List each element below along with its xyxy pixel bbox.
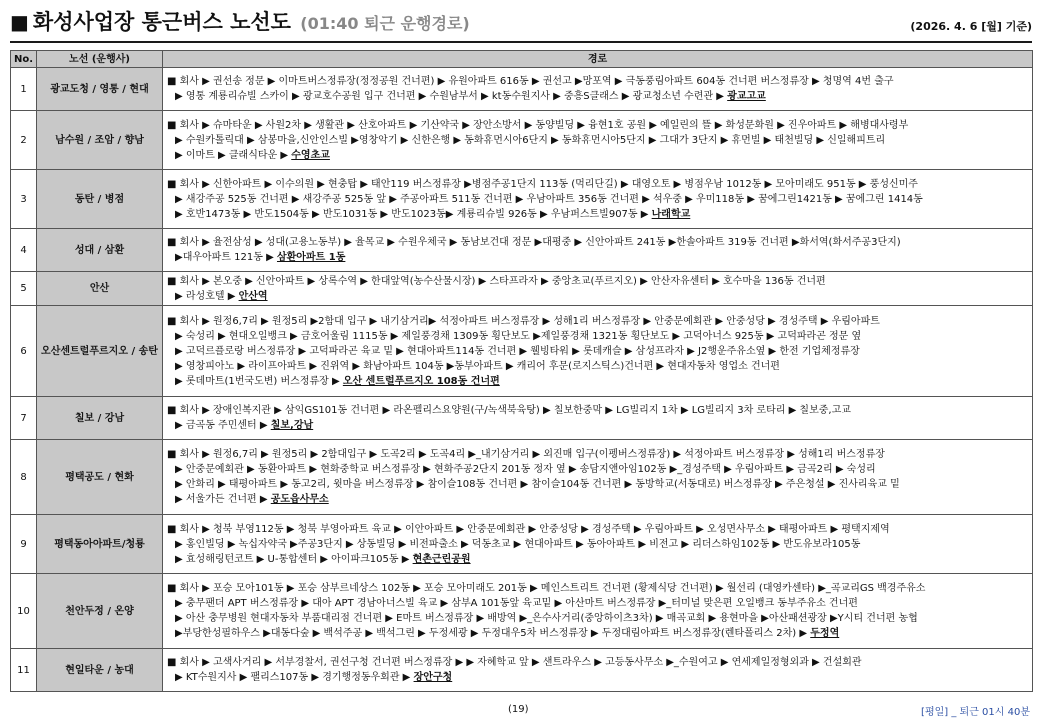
route-text: ■ 회사 ▶ 권선송 정문 ▶ 이마트버스정류장(정정공원 건너편) ▶ 유원아파트 616동 ▶ 권선고 ▶망포역 ▶ 극동풍림아파트 604동 건너편 버스정류장 ▶ 청명역 4번 출구 — [167, 76, 894, 87]
row-line-name: 평택동아아파트/청룡 — [37, 515, 163, 574]
route-line — [167, 329, 1028, 344]
title-subtitle: (01:40 퇴근 운행경로) — [300, 14, 470, 33]
route-text: ■ 회사 ▶ 장애인복지관 ▶ 삼익GS101동 건너편 ▶ 라온펠리스요양원(구/녹색북육탕) ▶ 칠보한중막 ▶ LG빌리지 1차 ▶ LG빌리지 3차 로타리 ▶ 칠보중,고교 — [167, 405, 851, 416]
route-line — [167, 670, 1028, 685]
route-text: ■ 회사 ▶ 원정6,7리 ▶ 원정5리 ▶ 2함대입구 ▶ 도곡2리 ▶ 도곡4리 ▶_내기삼거리 ▶ 외진매 입구(이펭버스정류장) ▶ 석정아파트 버스정류장 ▶ 성해1리 버스정류장 — [167, 449, 885, 460]
row-route — [163, 649, 1033, 692]
route-line — [167, 207, 1028, 222]
table-row — [11, 272, 1033, 306]
route-text: ▶ 영창피아노 ▶ 라이프아파트 ▶ 진위역 ▶ 화남아파트 104동 ▶동부아파트 ▶ 캐리어 후문(로지스틱스)건너편 ▶ 현대자동차 영업소 건너편 — [175, 360, 780, 372]
route-line — [167, 492, 1028, 507]
route-line — [167, 314, 1028, 329]
route-text: ▶대우아파트 121동 ▶ — [175, 252, 274, 263]
route-text: ■ 회사 ▶ 청북 부영112동 ▶ 청북 부영아파트 육교 ▶ 이안아파트 ▶ 안중문예회관 ▶ 안중성당 ▶ 경성주택 ▶ 우림아파트 ▶ 오성면사무소 ▶ 태평아파트 ▶ 평택지제역 — [167, 523, 890, 535]
page-number: (19) — [508, 704, 529, 715]
route-text: ■ 회사 ▶ 신한아파트 ▶ 이수의원 ▶ 현충탑 ▶ 태안119 버스정류장 ▶병점주공1단지 113동 (먹리단길) ▶ 대영오토 ▶ 병점우남 1012동 ▶ 모아미래도 951동 ▶ 풍성신미주 — [167, 178, 918, 190]
footer-label: [평일] — [921, 707, 949, 718]
route-line — [167, 418, 1028, 433]
row-number: 9 — [11, 515, 37, 574]
route-text: ▶ 수원카톨릭대 ▶ 삼봉마을,신안인스빌 ▶영창악기 ▶ 신한은행 ▶ 동화휴먼시아6단지 ▶ 동화휴먼시아5단지 ▶ 그대가 3단지 ▶ 휴먼빌 ▶ 태천빌딩 ▶ 신일해피트리 — [175, 134, 886, 146]
header-line: 노선 (운행사) — [37, 51, 163, 68]
row-number: 11 — [11, 649, 37, 692]
route-line — [167, 235, 1028, 250]
route-line — [167, 581, 1028, 596]
title-text: 화성사업장 통근버스 노선도 — [32, 10, 291, 34]
row-route — [163, 574, 1033, 649]
row-route — [163, 170, 1033, 229]
route-text: ▶ 숙성리 ▶ 현대오일뱅크 ▶ 금호어울림 1115동 ▶ 제일풍경채 1309동 횡단보도 ▶제일풍경채 1321동 횡단보도 ▶ 고덕아너스 925동 ▶ 고덕파라곤 정문 옆 — [175, 330, 862, 342]
row-number: 3 — [11, 170, 37, 229]
table-row — [11, 229, 1033, 272]
row-route — [163, 68, 1033, 111]
row-number: 4 — [11, 229, 37, 272]
route-text: ■ 회사 ▶ 포승 모아101동 ▶ 포승 삼부르네상스 102동 ▶ 포승 모아미래도 201동 ▶ 메인스트리트 건너편 (황제식당 건너편) ▶ 월선리 (대영카센타) ▶_곡교리GS 백경주유소 — [167, 583, 926, 594]
row-line-name: 오산센트럴푸르지오 / 송탄 — [37, 306, 163, 397]
table-row — [11, 397, 1033, 440]
route-text: ■ 회사 ▶ 본오중 ▶ 신안아파트 ▶ 상록수역 ▶ 한대앞역(농수산물시장) ▶ 스타프라자 ▶ 중앙초교(푸르지오) ▶ 안산자유센터 ▶ 호수마을 136동 건너편 — [167, 275, 826, 287]
row-route — [163, 229, 1033, 272]
route-line — [167, 89, 1028, 104]
row-line-name: 칠보 / 강남 — [37, 397, 163, 440]
route-text: ▶ 새강주공 525동 건너편 ▶ 새강주공 525동 앞 ▶ 주공아파트 511동 건너편 ▶ 우남아파트 356동 건너편 ▶ 석우중 ▶ 우미118동 ▶ 꿈에그린1421동 ▶ 꿈에그린 1414동 — [175, 193, 923, 205]
header-divider — [10, 41, 1032, 43]
route-text: ▶ 홍인빌딩 ▶ 녹십자약국 ▶주공3단지 ▶ 상동빌딩 ▶ 비전파출소 ▶ 덕동초교 ▶ 현대아파트 ▶ 동아아파트 ▶ 비전고 ▶ 리더스하임102동 ▶ 반도유보라105동 — [175, 538, 861, 550]
row-route — [163, 515, 1033, 574]
route-text: ▶ 안화리 ▶ 태평아파트 ▶ 동고2리, 윗마을 버스정류장 ▶ 참이슬108동 건너편 ▶ 참이슬104동 건너편 ▶ 동방학교(서동대로) 버스정류장 ▶ 주은청설 ▶ 진사리육교 밑 — [175, 479, 900, 490]
table-row — [11, 170, 1033, 229]
header-no: No. — [11, 51, 37, 68]
route-text: ▶ 영통 계룡리슈빌 스카이 ▶ 광교호수공원 입구 건너편 ▶ 수원남부서 ▶ kt동수원지사 ▶ 중흥S클래스 ▶ 광교청소년 수련관 ▶ — [175, 91, 724, 102]
row-line-name: 안산 — [37, 272, 163, 306]
route-line — [167, 74, 1028, 89]
route-line — [167, 447, 1028, 462]
footer-schedule — [921, 703, 1030, 718]
route-text: ▶ 이마트 ▶ 클래식타운 ▶ — [175, 149, 289, 161]
route-text: ▶ 충무팬더 APT 버스정류장 ▶ 대아 APT 경남아너스빌 육교 ▶ 삼부A 101동앞 육교밑 ▶ 아산마트 버스정류장 ▶_터미널 맞은편 오일뱅크 동부주유소 건너편 — [175, 598, 858, 609]
title-square-icon: ■ — [10, 10, 29, 34]
route-destination: 장안구청 — [413, 672, 453, 683]
route-text: ▶ 안중문예회관 ▶ 동환아파트 ▶ 현화중학교 버스정류장 ▶ 현화주공2단지 201동 정자 옆 ▶ 송담지앤아임102동 ▶_경성주택 ▶ 우림아파트 ▶ 금곡2리 ▶ 숙성리 — [175, 464, 876, 475]
route-table — [10, 50, 1033, 692]
row-number: 10 — [11, 574, 37, 649]
route-line — [167, 148, 1028, 163]
route-text: ■ 회사 ▶ 율전삼성 ▶ 성대(고용노동부) ▶ 율목교 ▶ 수원우체국 ▶ 동남보건대 정문 ▶대평중 ▶ 신안아파트 241동 ▶한솔아파트 319동 건너편 ▶화서역(화서주공3단지) — [167, 237, 901, 248]
table-header-row — [11, 51, 1033, 68]
route-destination: 삼환아파트 1동 — [276, 252, 346, 263]
table-row — [11, 515, 1033, 574]
row-number: 2 — [11, 111, 37, 170]
row-line-name: 남수원 / 조암 / 향남 — [37, 111, 163, 170]
table-row — [11, 574, 1033, 649]
table-row — [11, 649, 1033, 692]
table-row — [11, 440, 1033, 515]
row-line-name: 천안두정 / 온양 — [37, 574, 163, 649]
table-row — [11, 68, 1033, 111]
route-line — [167, 177, 1028, 192]
header-route: 경로 — [163, 51, 1033, 68]
route-text: ▶ 롯데마트(1번국도변) 버스정류장 ▶ — [175, 375, 340, 387]
page-title — [10, 6, 470, 36]
route-destination: 나래학교 — [651, 208, 691, 220]
route-text: ■ 회사 ▶ 원정6,7리 ▶ 원정5리 ▶2함대 입구 ▶ 내기삼거리▶ 석정아파트 버스정류장 ▶ 성해1리 버스정류장 ▶ 안중문예회관 ▶ 안중성당 ▶ 경성주택 ▶ 우림아파트 — [167, 315, 880, 327]
row-number: 8 — [11, 440, 37, 515]
route-text: ▶ 고덕르플로랑 버스정류장 ▶ 고덕파라곤 육교 밑 ▶ 현대아파트114동 건너편 ▶ 웰빙타워 ▶ 롯데캐슬 ▶ 삼성프라자 ▶ J2행운주유소옆 ▶ 한전 기업체정류장 — [175, 345, 860, 357]
route-destination: 칠보,강남 — [270, 420, 314, 431]
row-number: 1 — [11, 68, 37, 111]
route-text: ▶ 효성해링턴코트 ▶ U-통합센터 ▶ 아이파크105동 ▶ — [175, 553, 410, 565]
table-row — [11, 306, 1033, 397]
route-destination: 오산 센트럴푸르지오 108동 건너편 — [342, 375, 500, 387]
page-header — [10, 4, 1032, 40]
row-line-name: 현일타운 / 농대 — [37, 649, 163, 692]
route-line — [167, 611, 1028, 626]
route-destination: 두정역 — [810, 628, 840, 639]
route-line — [167, 537, 1028, 552]
route-text: ■ 회사 ▶ 고색사거리 ▶ 서부경찰서, 권선구청 건너편 버스정류장 ▶ ▶ 자혜학교 앞 ▶ 샌트라우스 ▶ 고등동사무소 ▶_수원여고 ▶ 연세제일정형외과 ▶ 건설회관 — [167, 657, 862, 668]
route-line — [167, 403, 1028, 418]
route-line — [167, 359, 1028, 374]
route-line — [167, 626, 1028, 641]
row-route — [163, 272, 1033, 306]
table-row — [11, 111, 1033, 170]
route-destination: 안산역 — [238, 290, 268, 302]
row-number: 5 — [11, 272, 37, 306]
row-route — [163, 440, 1033, 515]
route-destination: 현촌근린공원 — [412, 553, 471, 565]
route-text: ▶ 라성호텔 ▶ — [175, 290, 236, 302]
row-line-name: 광교도청 / 영통 / 현대 — [37, 68, 163, 111]
reference-date: (2026. 4. 6 [월] 기준) — [910, 20, 1032, 33]
route-line — [167, 596, 1028, 611]
row-line-name: 평택공도 / 현화 — [37, 440, 163, 515]
route-destination: 광교고교 — [727, 91, 766, 102]
row-route — [163, 397, 1033, 440]
route-table-body — [11, 68, 1033, 692]
route-line — [167, 133, 1028, 148]
route-destination: 수영초교 — [291, 149, 330, 161]
route-text: ▶ 서울가든 건너편 ▶ — [175, 494, 268, 505]
route-text: ▶ 호반1473동 ▶ 반도1504동 ▶ 반도1031동 ▶ 반도1023동▶ 계룡리슈빌 926동 ▶ 우남퍼스트빌907동 ▶ — [175, 208, 649, 220]
route-text: ▶ 금곡동 주민센터 ▶ — [175, 420, 268, 431]
route-line — [167, 655, 1028, 670]
route-line — [167, 552, 1028, 567]
route-destination: 공도읍사무소 — [270, 494, 329, 505]
route-text: ■ 회사 ▶ 슈마타운 ▶ 사원2차 ▶ 생활관 ▶ 산호아파트 ▶ 기산약국 ▶ 장안소방서 ▶ 동양빌딩 ▶ 융현1호 공원 ▶ 예일린의 뜰 ▶ 화성문화원 ▶ 진우아파트 ▶ 해병대사령부 — [167, 119, 909, 131]
footer-time: _ 퇴근 01시 40분 — [951, 707, 1030, 718]
row-number: 7 — [11, 397, 37, 440]
route-text: ▶부당한성필하우스 ▶대동다숲 ▶ 백석주공 ▶ 백석그린 ▶ 두정세광 ▶ 두정대우5차 버스정류장 ▶ 두정대림아파트 버스정류장(렌타폴리스 2차) ▶ — [175, 628, 808, 639]
route-line — [167, 477, 1028, 492]
route-line — [167, 274, 1028, 289]
row-route — [163, 306, 1033, 397]
route-line — [167, 522, 1028, 537]
row-line-name: 동탄 / 병점 — [37, 170, 163, 229]
route-line — [167, 374, 1028, 389]
route-line — [167, 344, 1028, 359]
route-line — [167, 289, 1028, 304]
row-number: 6 — [11, 306, 37, 397]
route-line — [167, 192, 1028, 207]
route-text: ▶ KT수원지사 ▶ 팰리스107동 ▶ 경기행정동우회관 ▶ — [175, 672, 411, 683]
route-text: ▶ 아산 충무병원 현대자동차 부품대리점 건너편 ▶ E마트 버스정류장 ▶ 배방역 ▶_은수사거리(중앙하이츠3차) ▶ 매곡교회 ▶ 용현마을 ▶아산패션광장 ▶Y시티 건너편 농협 — [175, 613, 918, 624]
row-route — [163, 111, 1033, 170]
route-line — [167, 118, 1028, 133]
route-line — [167, 462, 1028, 477]
row-line-name: 성대 / 삼환 — [37, 229, 163, 272]
route-line — [167, 250, 1028, 265]
